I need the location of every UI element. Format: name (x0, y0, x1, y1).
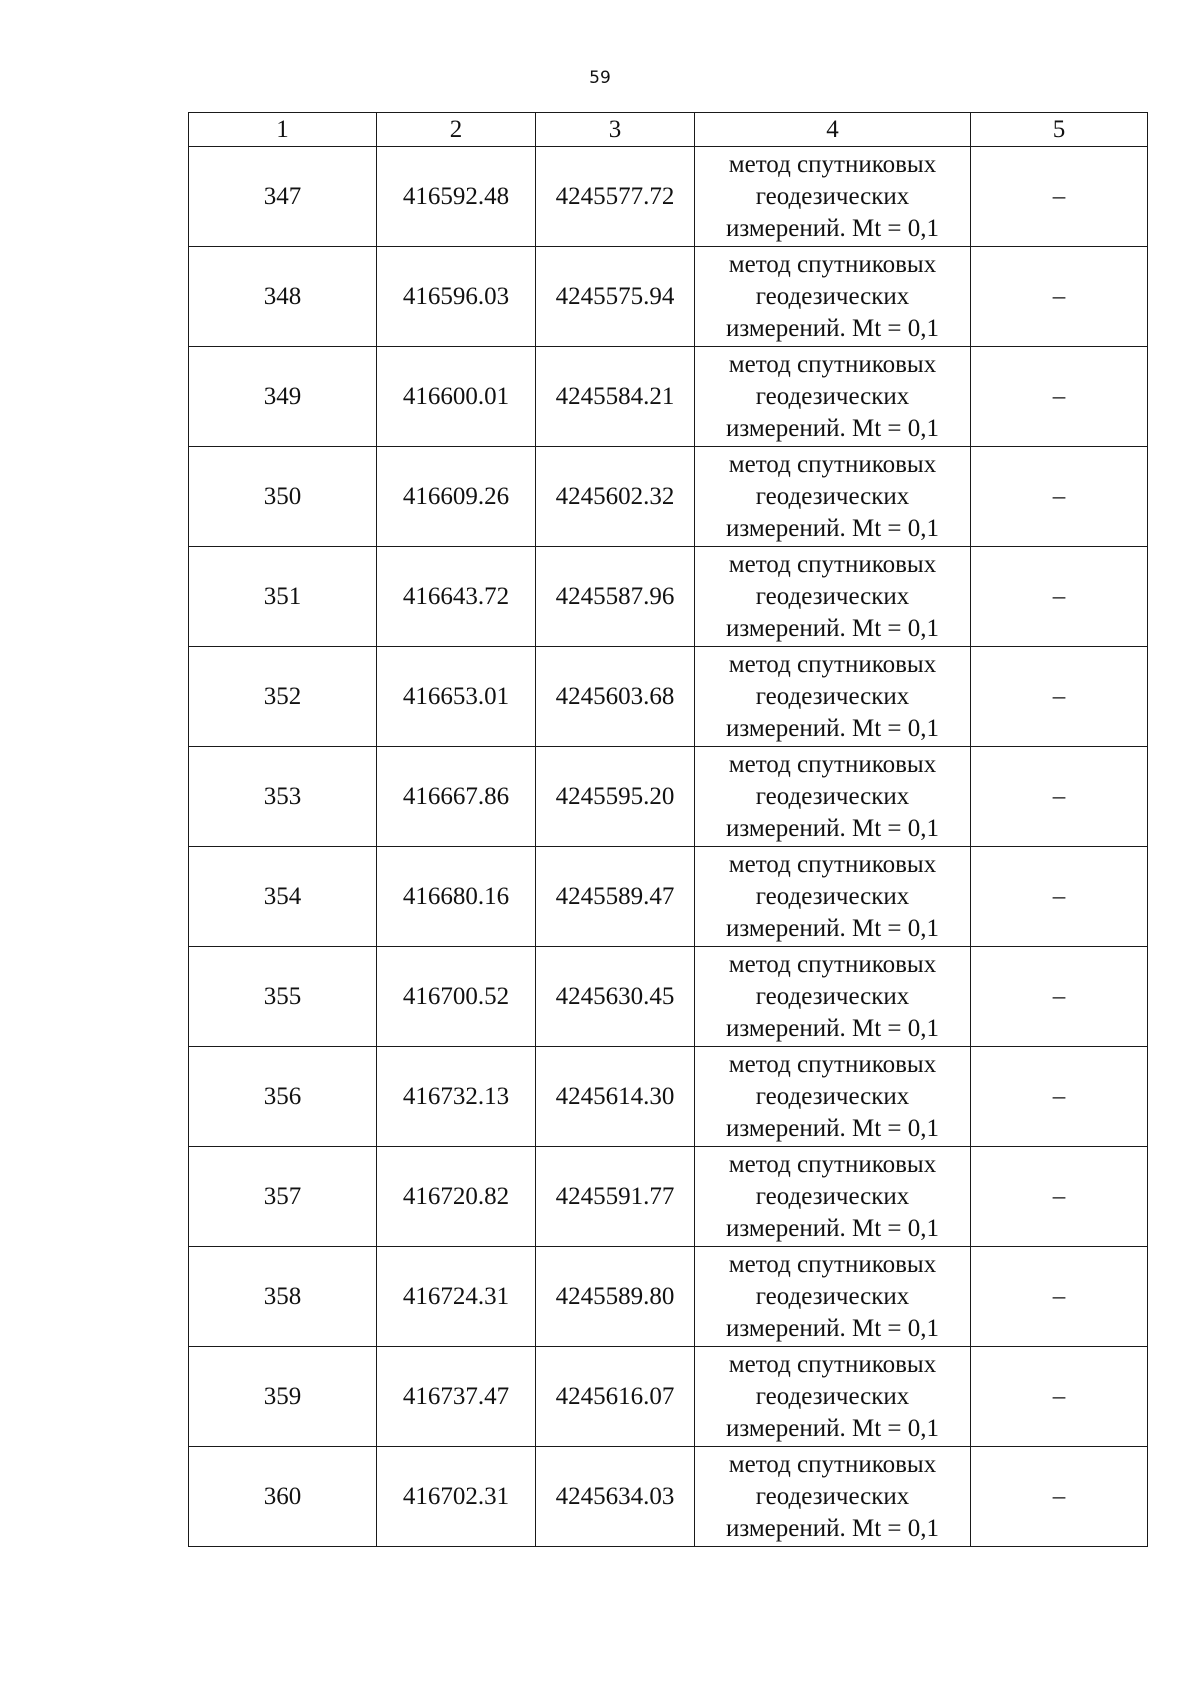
x-coordinate-cell: 416596.03 (377, 247, 536, 347)
method-text-line: метод спутниковых (728, 850, 937, 878)
table-row (189, 347, 1148, 447)
method-text-line: измерений. Mt = 0,1 (725, 1414, 940, 1442)
method-text-line: измерений. Mt = 0,1 (725, 314, 940, 342)
method-text-line: измерений. Mt = 0,1 (725, 1514, 940, 1542)
method-text-line: метод спутниковых (728, 150, 937, 178)
method-text-line: измерений. Mt = 0,1 (725, 914, 940, 942)
method-cell (695, 847, 971, 947)
note-cell: – (971, 647, 1148, 747)
method-cell (695, 547, 971, 647)
method-text-line: геодезических (755, 1182, 910, 1210)
coordinates-table (188, 112, 1148, 1547)
note-cell: – (971, 447, 1148, 547)
note-cell: – (971, 947, 1148, 1047)
method-text-line: метод спутниковых (728, 1050, 937, 1078)
note-cell: – (971, 847, 1148, 947)
table-row (189, 847, 1148, 947)
column-header-1: 1 (189, 113, 377, 147)
x-coordinate-cell: 416643.72 (377, 547, 536, 647)
point-number-cell: 351 (189, 547, 377, 647)
column-header-4: 4 (695, 113, 971, 147)
column-header-2: 2 (377, 113, 536, 147)
y-coordinate-cell: 4245589.80 (536, 1247, 695, 1347)
x-coordinate-cell: 416609.26 (377, 447, 536, 547)
page-number: 59 (589, 68, 611, 88)
y-coordinate-cell: 4245575.94 (536, 247, 695, 347)
method-text-line: метод спутниковых (728, 550, 937, 578)
table-row (189, 747, 1148, 847)
method-text-line: геодезических (755, 1082, 910, 1110)
method-cell (695, 647, 971, 747)
table-row (189, 1047, 1148, 1147)
method-text-line: геодезических (755, 582, 910, 610)
y-coordinate-cell: 4245589.47 (536, 847, 695, 947)
note-cell: – (971, 1147, 1148, 1247)
method-cell (695, 1447, 971, 1547)
x-coordinate-cell: 416720.82 (377, 1147, 536, 1247)
method-cell (695, 247, 971, 347)
table-row (189, 447, 1148, 547)
method-cell (695, 147, 971, 247)
x-coordinate-cell: 416737.47 (377, 1347, 536, 1447)
method-text-line: измерений. Mt = 0,1 (725, 1214, 940, 1242)
method-text-line: метод спутниковых (728, 750, 937, 778)
note-cell: – (971, 1447, 1148, 1547)
note-cell: – (971, 1047, 1148, 1147)
method-text-line: геодезических (755, 182, 910, 210)
point-number-cell: 360 (189, 1447, 377, 1547)
x-coordinate-cell: 416600.01 (377, 347, 536, 447)
point-number-cell: 357 (189, 1147, 377, 1247)
note-cell: – (971, 547, 1148, 647)
table-row (189, 1347, 1148, 1447)
x-coordinate-cell: 416653.01 (377, 647, 536, 747)
method-text-line: измерений. Mt = 0,1 (725, 614, 940, 642)
x-coordinate-cell: 416667.86 (377, 747, 536, 847)
x-coordinate-cell: 416700.52 (377, 947, 536, 1047)
method-text-line: метод спутниковых (728, 1350, 937, 1378)
point-number-cell: 353 (189, 747, 377, 847)
method-text-line: метод спутниковых (728, 1450, 937, 1478)
method-text-line: геодезических (755, 882, 910, 910)
x-coordinate-cell: 416732.13 (377, 1047, 536, 1147)
method-text-line: измерений. Mt = 0,1 (725, 1114, 940, 1142)
method-text-line: метод спутниковых (728, 950, 937, 978)
method-text-line: геодезических (755, 1382, 910, 1410)
column-header-3: 3 (536, 113, 695, 147)
method-text-line: геодезических (755, 282, 910, 310)
method-cell (695, 447, 971, 547)
column-header-5: 5 (971, 113, 1148, 147)
method-text-line: метод спутниковых (728, 650, 937, 678)
method-text-line: измерений. Mt = 0,1 (725, 214, 940, 242)
method-text-line: геодезических (755, 982, 910, 1010)
method-text-line: метод спутниковых (728, 1250, 937, 1278)
method-text-line: геодезических (755, 782, 910, 810)
method-text-line: измерений. Mt = 0,1 (725, 414, 940, 442)
x-coordinate-cell: 416680.16 (377, 847, 536, 947)
y-coordinate-cell: 4245614.30 (536, 1047, 695, 1147)
point-number-cell: 349 (189, 347, 377, 447)
method-text-line: геодезических (755, 1482, 910, 1510)
y-coordinate-cell: 4245634.03 (536, 1447, 695, 1547)
table-row (189, 247, 1148, 347)
point-number-cell: 355 (189, 947, 377, 1047)
y-coordinate-cell: 4245584.21 (536, 347, 695, 447)
point-number-cell: 359 (189, 1347, 377, 1447)
method-cell (695, 1047, 971, 1147)
method-cell (695, 1347, 971, 1447)
method-text-line: измерений. Mt = 0,1 (725, 814, 940, 842)
x-coordinate-cell: 416724.31 (377, 1247, 536, 1347)
method-text-line: геодезических (755, 682, 910, 710)
table-row (189, 647, 1148, 747)
y-coordinate-cell: 4245587.96 (536, 547, 695, 647)
method-text-line: геодезических (755, 482, 910, 510)
point-number-cell: 356 (189, 1047, 377, 1147)
y-coordinate-cell: 4245603.68 (536, 647, 695, 747)
method-cell (695, 1247, 971, 1347)
method-cell (695, 747, 971, 847)
note-cell: – (971, 1247, 1148, 1347)
method-text-line: измерений. Mt = 0,1 (725, 714, 940, 742)
point-number-cell: 358 (189, 1247, 377, 1347)
method-text-line: геодезических (755, 1282, 910, 1310)
x-coordinate-cell: 416592.48 (377, 147, 536, 247)
method-text-line: метод спутниковых (728, 1150, 937, 1178)
y-coordinate-cell: 4245602.32 (536, 447, 695, 547)
table-row (189, 1147, 1148, 1247)
method-cell (695, 347, 971, 447)
table-row (189, 947, 1148, 1047)
table-header-row (189, 113, 1148, 147)
note-cell: – (971, 747, 1148, 847)
table-row (189, 147, 1148, 247)
y-coordinate-cell: 4245630.45 (536, 947, 695, 1047)
y-coordinate-cell: 4245577.72 (536, 147, 695, 247)
method-text-line: измерений. Mt = 0,1 (725, 1014, 940, 1042)
method-text-line: измерений. Mt = 0,1 (725, 514, 940, 542)
method-text-line: метод спутниковых (728, 250, 937, 278)
method-cell (695, 947, 971, 1047)
point-number-cell: 350 (189, 447, 377, 547)
y-coordinate-cell: 4245616.07 (536, 1347, 695, 1447)
method-text-line: метод спутниковых (728, 350, 937, 378)
method-text-line: метод спутниковых (728, 450, 937, 478)
y-coordinate-cell: 4245595.20 (536, 747, 695, 847)
table-row (189, 1247, 1148, 1347)
method-cell (695, 1147, 971, 1247)
note-cell: – (971, 247, 1148, 347)
note-cell: – (971, 347, 1148, 447)
table-body (189, 147, 1148, 1547)
note-cell: – (971, 1347, 1148, 1447)
point-number-cell: 352 (189, 647, 377, 747)
point-number-cell: 347 (189, 147, 377, 247)
note-cell: – (971, 147, 1148, 247)
point-number-cell: 348 (189, 247, 377, 347)
table-row (189, 547, 1148, 647)
table-row (189, 1447, 1148, 1547)
x-coordinate-cell: 416702.31 (377, 1447, 536, 1547)
point-number-cell: 354 (189, 847, 377, 947)
method-text-line: геодезических (755, 382, 910, 410)
method-text-line: измерений. Mt = 0,1 (725, 1314, 940, 1342)
y-coordinate-cell: 4245591.77 (536, 1147, 695, 1247)
